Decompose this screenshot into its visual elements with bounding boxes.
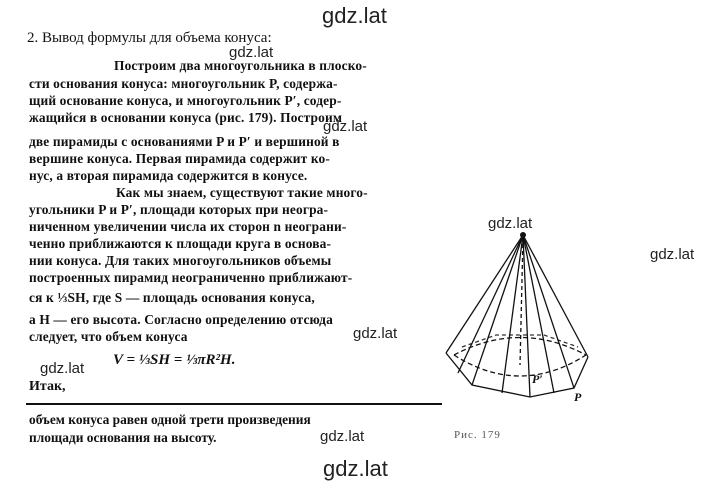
paragraph-line: угольники P и P′, площади которых при неогра- [29, 202, 329, 217]
paragraph-line: ся к ⅓SH, где S — площадь основания конуса, [29, 290, 315, 305]
apex-point [520, 232, 526, 238]
paragraph-line: построенных пирамид неограниченно приближают- [29, 270, 353, 285]
label-p-prime: P′ [532, 372, 543, 386]
volume-formula: V = ⅓SH = ⅓πR²H. [113, 352, 236, 368]
watermark-right: gdz.lat [650, 246, 695, 263]
watermark: gdz.lat [488, 215, 533, 232]
paragraph-line: ченно приближаются к площади круга в основа- [29, 236, 332, 251]
watermark: gdz.lat [353, 325, 398, 342]
paragraph-line: ниченном увеличении числа их сторон n неограни- [29, 219, 347, 234]
figure-caption: Рис. 179 [454, 429, 501, 441]
paragraph-line: нус, а вторая пирамида содержится в конусе. [29, 168, 308, 183]
label-p: P [574, 390, 582, 404]
paragraph-line: вершине конуса. Первая пирамида содержит ко- [29, 151, 330, 166]
paragraph-line: щий основание конуса, и многоугольник P′, содер- [29, 93, 342, 108]
watermark: gdz.lat [40, 360, 85, 377]
paragraph-line: Построим два многоугольника в плоско- [114, 58, 367, 73]
edge-line [523, 235, 530, 397]
watermark: gdz.lat [323, 118, 368, 135]
itak-label: Итак, [29, 379, 66, 394]
section-heading: 2. Вывод формулы для объема конуса: [27, 30, 272, 46]
watermark: gdz.lat [229, 44, 274, 61]
paragraph-line: сти основания конуса: многоугольник P, содержа- [29, 76, 338, 91]
paragraph-line: две пирамиды с основаниями P и P′ и вершиной в [29, 134, 340, 149]
paragraph-line: следует, что объем конуса [29, 329, 188, 344]
polygon-p-front [446, 353, 588, 397]
paragraph-line: жащийся в основании конуса (рис. 179). Построим [29, 110, 343, 125]
conclusion-line: объем конуса равен одной трети произведения [29, 412, 311, 427]
watermark-top: gdz.lat [322, 3, 387, 28]
cone-figure [440, 225, 600, 420]
watermark: gdz.lat [320, 428, 365, 445]
edge-line [472, 235, 523, 385]
paragraph-line: Как мы знаем, существуют такие много- [116, 185, 368, 200]
divider [26, 403, 442, 405]
conclusion-line: площади основания на высоту. [29, 430, 217, 445]
paragraph-line: а H — его высота. Согласно определению отсюда [29, 312, 333, 327]
watermark-bottom: gdz.lat [323, 456, 388, 481]
paragraph-line: нии конуса. Для таких многоугольников объемы [29, 253, 332, 268]
